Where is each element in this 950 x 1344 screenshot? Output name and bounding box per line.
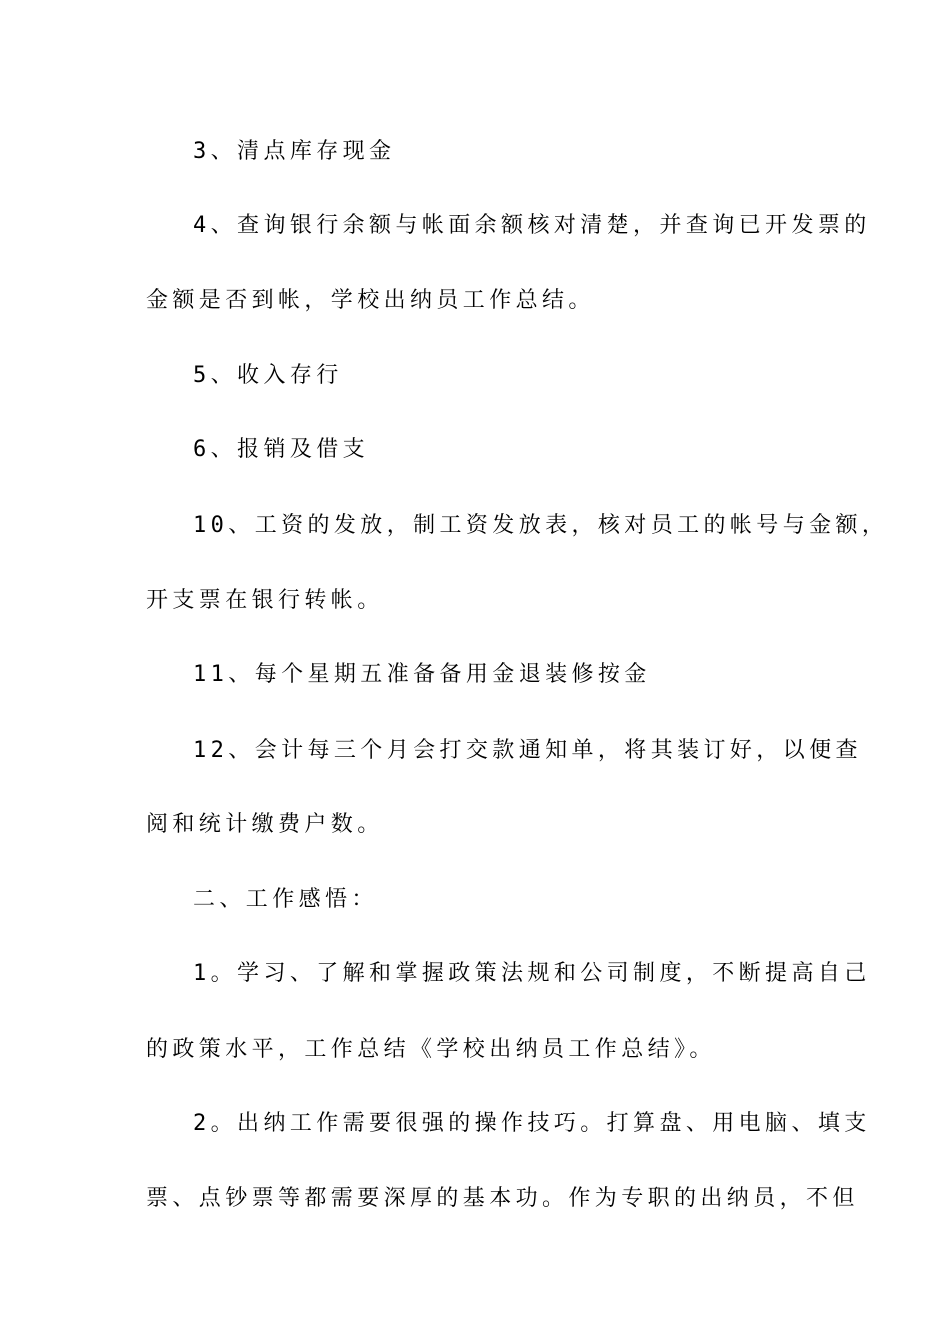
list-item-6: 6、报销及借支 [193,437,370,462]
paragraph-1-continued: 的政策水平，工作总结《学校出纳员工作总结》。 [146,1037,716,1062]
list-item-12: 12、会计每三个月会打交款通知单，将其装订好，以便查 [193,738,862,763]
paragraph-2-continued: 票、点钞票等都需要深厚的基本功。作为专职的出纳员，不但 [146,1186,859,1211]
list-item-10-continued: 开支票在银行转帐。 [146,588,384,613]
section-heading: 二、工作感悟： [193,887,378,912]
list-item-5: 5、收入存行 [193,363,343,388]
paragraph-2: 2。出纳工作需要很强的操作技巧。打算盘、用电脑、填支 [193,1111,871,1136]
list-item-10: 10、工资的发放，制工资发放表，核对员工的帐号与金额， [193,513,889,538]
paragraph-1: 1。学习、了解和掌握政策法规和公司制度，不断提高自己 [193,961,871,986]
list-item-11: 11、每个星期五准备备用金退装修按金 [193,662,651,687]
list-item-4-continued: 金额是否到帐，学校出纳员工作总结。 [146,288,595,313]
list-item-12-continued: 阅和统计缴费户数。 [146,812,384,837]
list-item-3: 3、清点库存现金 [193,139,396,164]
list-item-4: 4、查询银行余额与帐面余额核对清楚，并查询已开发票的 [193,213,871,238]
